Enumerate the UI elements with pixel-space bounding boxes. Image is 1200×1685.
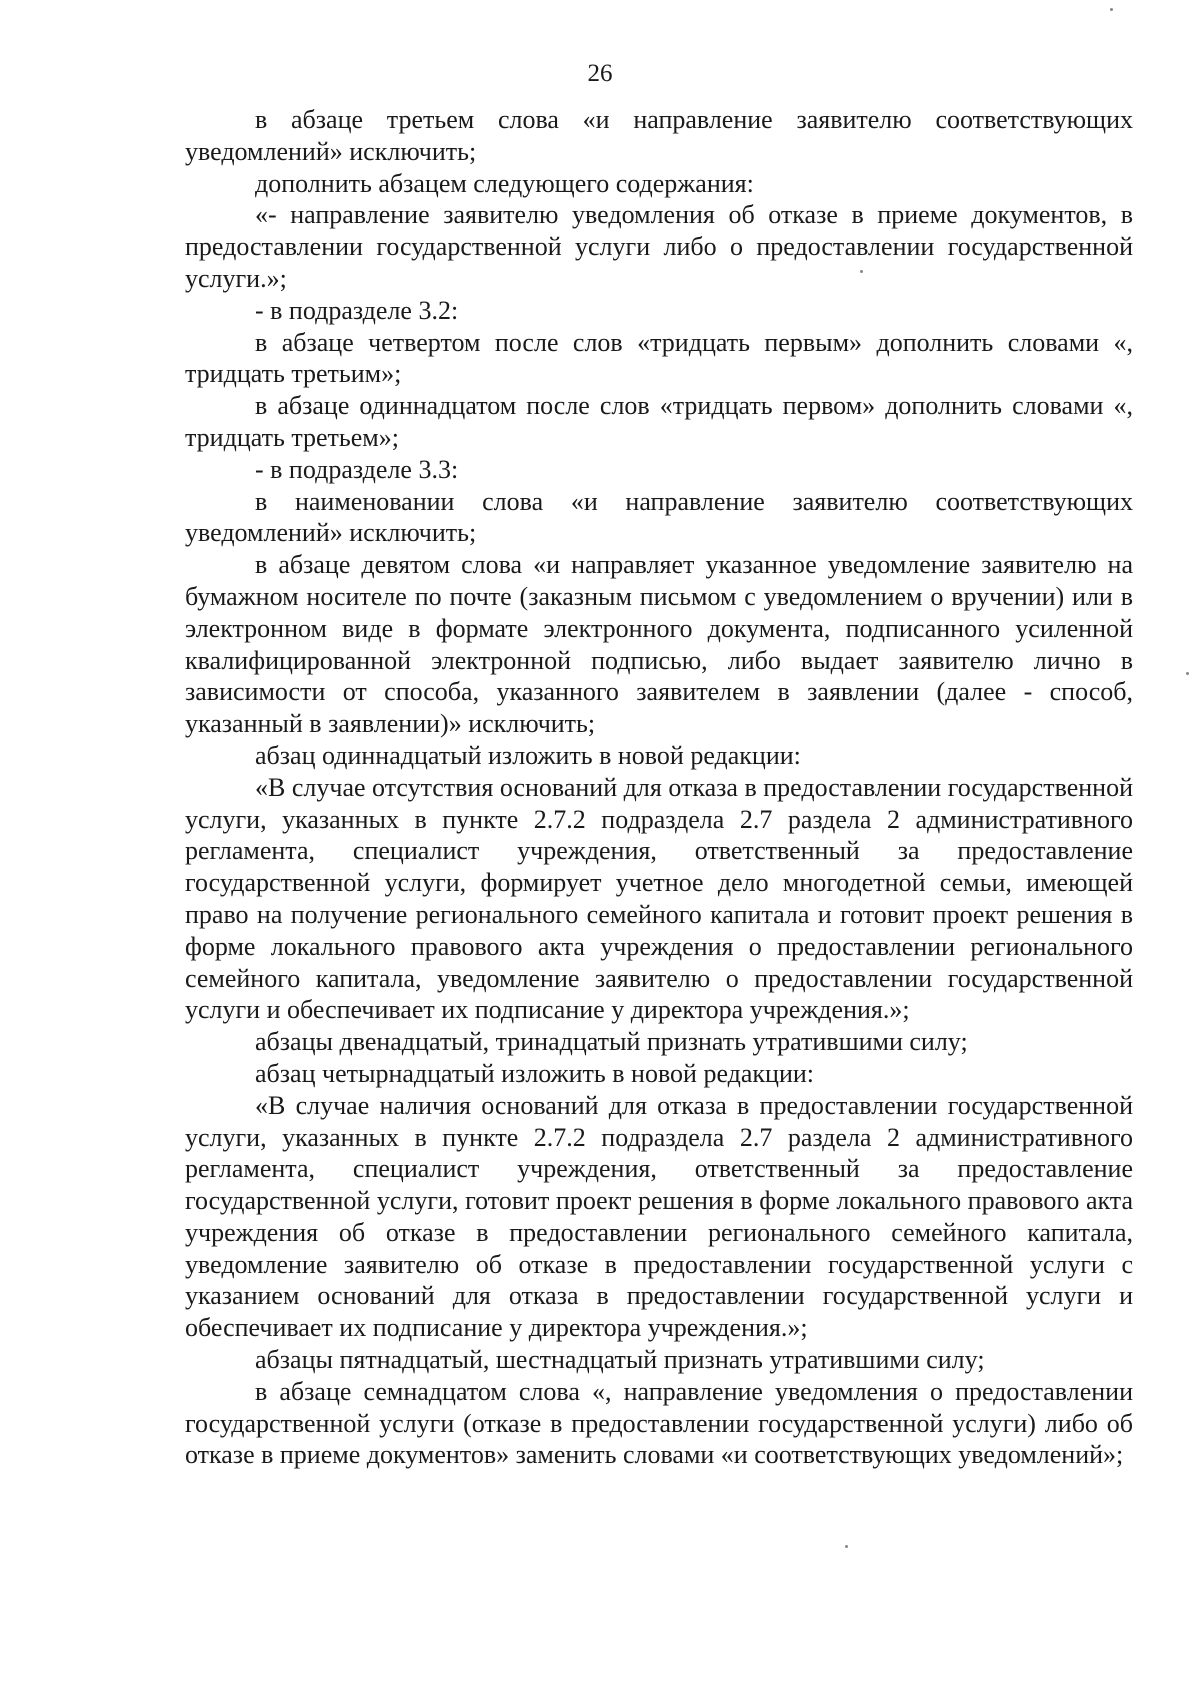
paragraph-13: абзац четырнадцатый изложить в новой редакции: bbox=[255, 1058, 815, 1088]
paragraph-14: «В случае наличия оснований для отказа в предоставлении государственной услуги, указанных в пункте 2.7.2 подраздела 2.7 раздела 2 административного регламента, специалист учреждения, ответственный за предоставление государственной услуги, готовит проект решения в форме локального правового акта учреждения об отказе в предоставлении регионального семейного капитала, уведомление заявителю об отказе в предоставлении государственной услуги с указанием оснований для отказа в предоставлении государственной услуги и обеспечивает их подписание у директора учреждения.»; bbox=[185, 1090, 1133, 1343]
document-body bbox=[185, 104, 1133, 1471]
paragraph-12: абзацы двенадцатый, тринадцатый признать утратившими силу; bbox=[255, 1027, 968, 1057]
paragraph-11: «В случае отсутствия оснований для отказа в предоставлении государственной услуги, указанных в пункте 2.7.2 подраздела 2.7 раздела 2 административного регламента, специалист учреждения, ответственный за предоставление государственной услуги, формирует учетное дело многодетной семьи, имеющей право на получение регионального семейного капитала и готовит проект решения в форме локального правового акта учреждения о предоставлении регионального семейного капитала, уведомление заявителю о предоставлении государственной услуги и обеспечивает их подписание у директора учреждения.»; bbox=[185, 772, 1133, 1025]
paragraph-15: абзацы пятнадцатый, шестнадцатый признать утратившими силу; bbox=[255, 1345, 985, 1375]
page-number: 26 bbox=[587, 60, 613, 87]
scan-speck bbox=[1186, 672, 1189, 675]
scan-speck bbox=[1110, 8, 1113, 11]
paragraph-16: в абзаце семнадцатом слова «, направление уведомления о предоставлении государственной услуги (отказе в предоставлении государственной услуги) либо об отказе в приеме документов» заменить словами «и соответствующих уведомлений»; bbox=[185, 1376, 1133, 1470]
paragraph-1: в абзаце третьем слова «и направление заявителю соответствующих уведомлений» исключить; bbox=[185, 105, 1133, 166]
paragraph-3: «- направление заявителю уведомления об отказе в приеме документов, в предоставлении государственной услуги либо о предоставлении государственной услуги.»; bbox=[185, 200, 1133, 293]
paragraph-5: в абзаце четвертом после слов «тридцать первым» дополнить словами «, тридцать третьим»; bbox=[185, 327, 1133, 389]
paragraph-4: - в подразделе 3.2: bbox=[255, 295, 459, 325]
paragraph-7: - в подразделе 3.3: bbox=[255, 454, 459, 484]
paragraph-2: дополнить абзацем следующего содержания: bbox=[255, 168, 754, 198]
scan-speck bbox=[845, 1545, 848, 1548]
scan-speck bbox=[860, 270, 863, 273]
paragraph-10: абзац одиннадцатый изложить в новой редакции: bbox=[255, 740, 801, 770]
paragraph-6: в абзаце одиннадцатом после слов «тридцать первом» дополнить словами «, тридцать третьем»; bbox=[185, 391, 1133, 452]
paragraph-9: в абзаце девятом слова «и направляет указанное уведомление заявителю на бумажном носителе по почте (заказным письмом с уведомлением о вручении) или в электронном виде в формате электронного документа, подписанного усиленной квалифицированной электронной подписью, либо выдает заявителю лично в зависимости от способа, указанного заявителем в заявлении (далее - способ, указанный в заявлении)» исключить; bbox=[185, 550, 1133, 739]
paragraph-8: в наименовании слова «и направление заявителю соответствующих уведомлений» исключить; bbox=[185, 486, 1133, 548]
